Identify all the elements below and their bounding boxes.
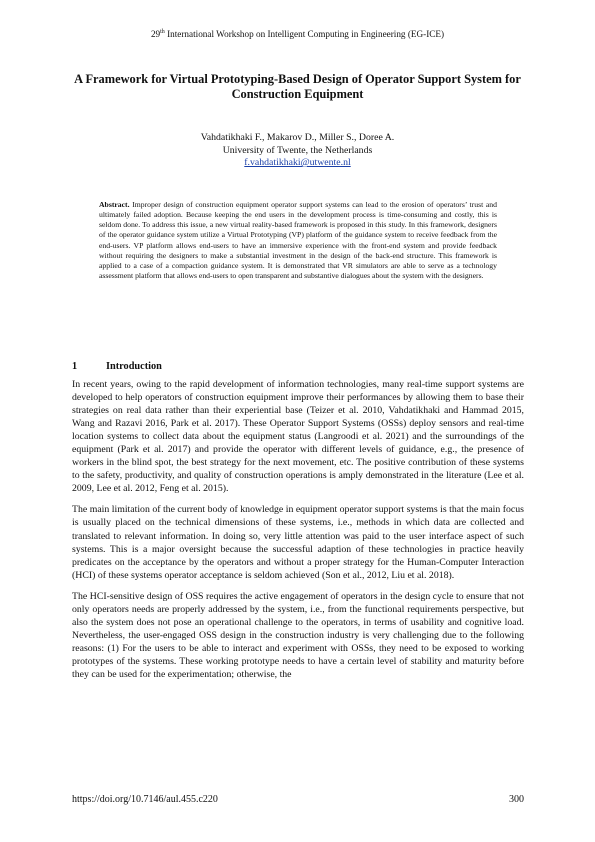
header-text: International Workshop on Intelligent Computing in Engineering (EG-ICE) <box>164 29 445 40</box>
doi-link[interactable]: https://doi.org/10.7146/aul.455.c220 <box>72 794 218 805</box>
paragraph: The HCI-sensitive design of OSS requires the active engagement of operators in the design cycle to ensure that not only operators needs are properly addressed by the system, i.e., from the functional requirements perspective, but also the system does not pose an operational challenge to the operators, in terms of usability and cognitive load. Nevertheless, the user-engaged OSS design in the construction industry is very challenging due to the following reasons: (1) For the users to be able to interact and experiment with OSSs, they need to be exposed to working prototypes of the systems. These working prototype needs to have a certain level of stability and maturity before they can be used for the experimentation; otherwise, the <box>72 590 524 680</box>
paragraph: In recent years, owing to the rapid development of information technologies, many real-time support systems are developed to help operators of construction equipment improve their performances by allowing them to base their strategies on real data rather than their experiential base (Teizer et al. 2010, Vahdatikhaki and Hammad 2015, Wang and Razavi 2016, Park et al. 2017). These Operator Support Systems (OSSs) deploy sensors and real-time location systems to collect data about the equipment status (Langroodi et al. 2021) and the surroundings of the equipment (Park et al. 2017) and provide the operator with different levels of guidance, e.g., the presence of workers in the blind spot, the best strategy for the next movement, etc. The positive contribution of these systems to the safety, productivity, and quality of construction operations is amply demonstrated in the literature (Lee et al. 2009, Lee et al. 2012, Feng et al. 2015). <box>72 379 524 495</box>
abstract-label: Abstract. <box>99 200 130 209</box>
section-number: 1 <box>72 361 78 372</box>
section-heading <box>72 360 162 373</box>
header-ordinal: 29 <box>150 29 161 40</box>
body-text <box>72 378 524 689</box>
header-ordinal-suffix: th <box>160 29 165 35</box>
abstract <box>99 200 497 281</box>
author-names: Vahdatikhaki F., Makarov D., Miller S., Doree A. <box>200 132 395 143</box>
author-email-link[interactable]: f.vahdatikhaki@utwente.nl <box>244 157 351 169</box>
author-block <box>0 132 595 170</box>
paragraph: The main limitation of the current body of knowledge in equipment operator support systems is that the main focus is usually placed on the technical dimensions of these systems, i.e., methods in which data are collected and translated to relevant information. In doing so, very little attention was paid to the user interface aspect of such systems. This is a major oversight because the successful adaption of these technologies in practice heavily predicates on the acceptance by the operators and without a proper strategy for the Human-Computer Interaction (HCI) of these systems operator acceptance is seldom achieved (Son et al., 2012, Liu et al. 2018). <box>72 504 524 581</box>
page-number: 300 <box>509 794 524 805</box>
conference-header <box>0 27 595 40</box>
paper-title: A Framework for Virtual Prototyping-Based Design of Operator Support System for Construction Equipment <box>74 72 521 101</box>
section-title: Introduction <box>106 361 162 372</box>
abstract-text: Improper design of construction equipment operator support systems can lead to the erosion of operators’ trust and ultimately failed adoption. Because keeping the end users in the development process is time-consuming and costly, this is seldom done. To address this issue, a new virtual reality-based framework is proposed in this study. In this framework, designers of the operator guidance system utilize a Virtual Prototyping (VP) platform of the guidance system to receive feedback from the end-users. VP platform allows end-users to have an immersive experience with the front-end system and provide feedback without requiring the designers to make a substantial investment in the design of the back-end structure. This framework is applied to a case of a compaction guidance system. It is demonstrated that VR simulators are able to serve as a technology assessment platform that allows end-users to open transparent and substantive dialogues about the system with the designers. <box>99 200 497 281</box>
author-affiliation: University of Twente, the Netherlands <box>222 144 373 156</box>
